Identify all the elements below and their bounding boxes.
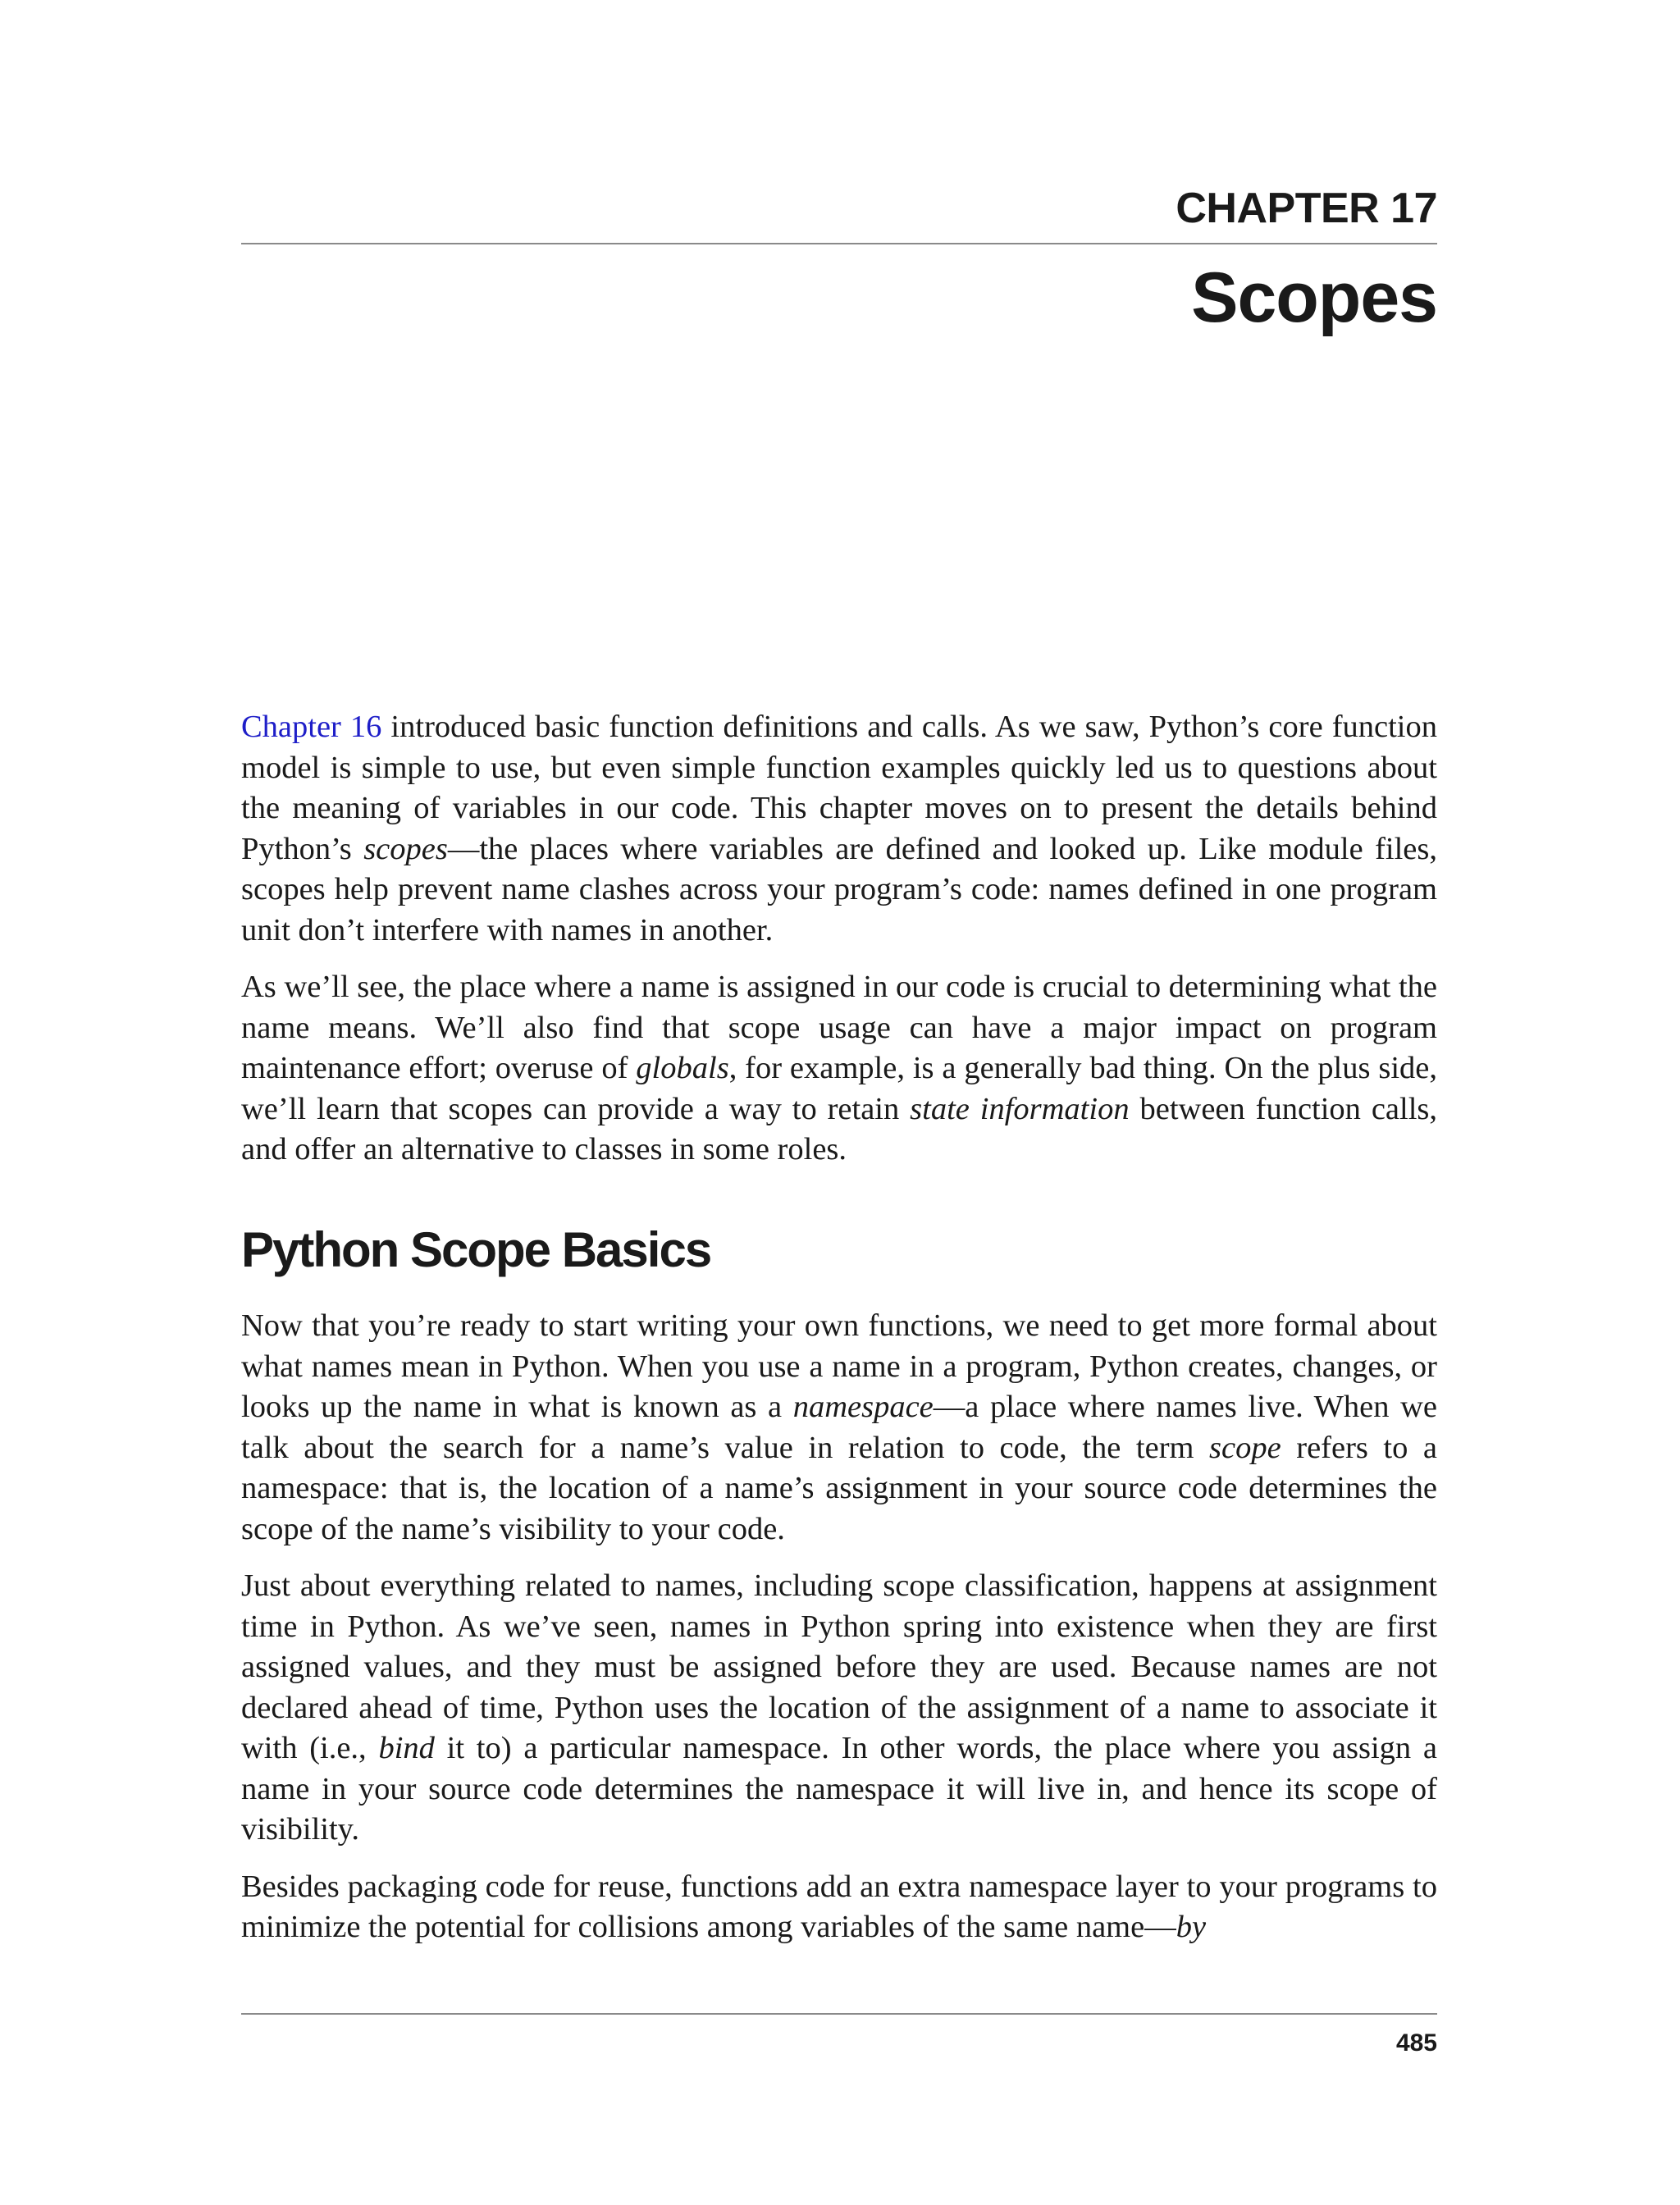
section-paragraph-3: Besides packaging code for reuse, functions add an extra namespace layer to your programs to minimize the potential for collisions among variables of the same name—by (241, 1869, 1437, 1944)
chapter-title: Scopes (1191, 258, 1437, 337)
intro-text (241, 707, 1437, 1187)
section-paragraph-1: Now that you’re ready to start writing your own functions, we need to get more formal about what names mean in Python. When you use a name in a program, Python creates, changes, or looks up the name in what is known as a namespace—a place where names live. When we talk about the search for a name’s value in relation to code, the term scope refers to a namespace: that is, the location of a name’s assignment in your source code determines the scope of the name’s visibility to your code. (241, 1308, 1438, 1546)
footer-rule (241, 2013, 1437, 2015)
intro-paragraph-1: Chapter 16 introduced basic function definitions and calls. As we saw, Python’s core function model is simple to use, but even simple function examples quickly led us to questions about the meaning of variables in our code. This chapter moves on to present the details behind Python’s scopes—the places where variables are defined and looked up. Like module files, scopes help prevent name clashes across your program’s code: names defined in one program unit don’t interfere with names in another. (241, 710, 1438, 947)
section-paragraph-2: Just about everything related to names, including scope classification, happens at assignment time in Python. As we’ve seen, names in Python spring into existence when they are first assigned values, and they must be assigned before they are used. Because names are not declared ahead of time, Python uses the location of the assignment of a name to associate it with (i.e., bind it to) a particular namespace. In other words, the place where you assign a name in your source code determines the namespace it will live in, and hence its scope of visibility. (241, 1568, 1437, 1847)
section-heading: Python Scope Basics (241, 1222, 711, 1277)
chapter-label: CHAPTER 17 (1176, 185, 1437, 232)
page-number: 485 (1395, 2029, 1437, 2057)
chapter-16-link[interactable]: Chapter 16 (241, 710, 382, 744)
header-rule (241, 243, 1437, 244)
section-text (241, 1306, 1437, 1965)
intro-paragraph-2: As we’ll see, the place where a name is assigned in our code is crucial to determining what the name means. We’ll also find that scope usage can have a major impact on program maintenance effort; overuse of globals, for example, is a generally bad thing. On the plus side, we’ll learn that scopes can provide a way to retain state information between function calls, and offer an alternative to classes in some roles. (241, 970, 1437, 1166)
